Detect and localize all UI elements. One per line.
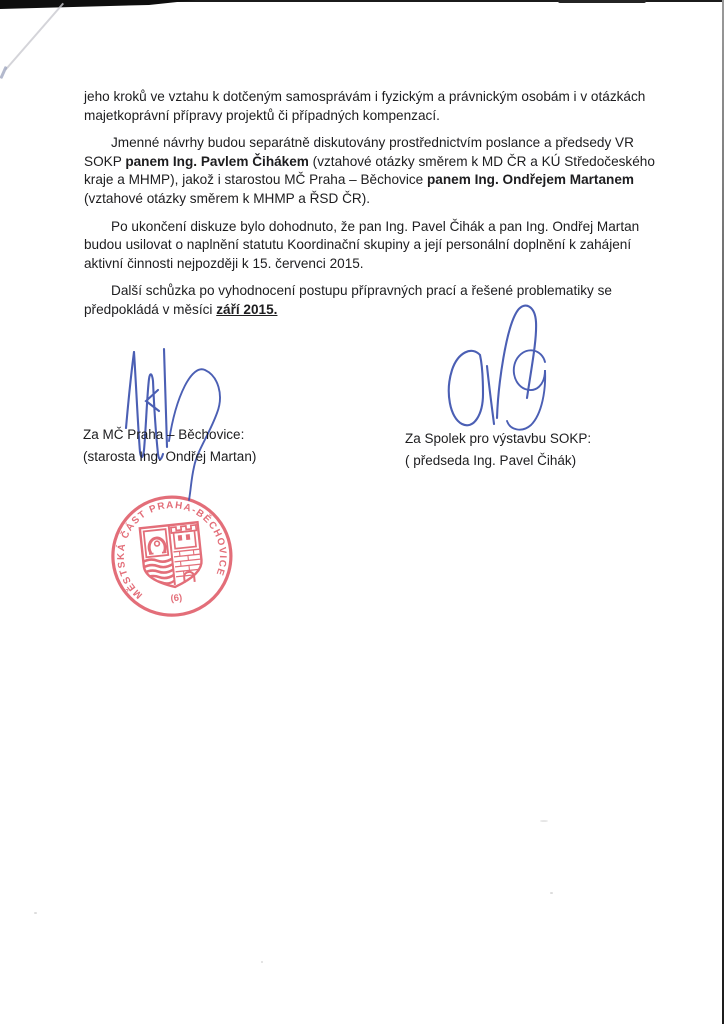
stamp-ring-text: MĚSTSKÁ ČÁST PRAHA-BĚCHOVICE <box>115 500 229 601</box>
paragraph-3-text: Po ukončení diskuze bylo dohodnuto, že pan Ing. Pavel Čihák a pan Ing. Ondřej Martan budou usilovat o naplnění statutu Koordinační skupiny a její personální doplnění k zahájení aktivní činnosti nejpozději k 15. červenci 2015. <box>84 218 640 271</box>
signature-left-person: (starosta Ing. Ondřej Martan) <box>83 448 257 464</box>
scan-speck <box>540 820 548 822</box>
person-name-martan: panem Ing. Ondřejem Martanem <box>427 172 634 188</box>
signature-right-org: Za Spolek pro výstavbu SOKP: <box>405 431 592 446</box>
signature-ink-martan <box>112 333 237 505</box>
scan-corner-wedge <box>0 0 196 9</box>
signature-block-left <box>83 424 256 467</box>
signature-block-right <box>405 428 591 471</box>
signature-ink-cihak <box>430 300 570 445</box>
signature-left-org: Za MČ Praha – Běchovice: <box>83 427 245 442</box>
paragraph-2-text: (vztahové otázky směrem k MD ČR a KÚ Středočeského kraje a MHMP), jakož i starostou MČ Praha – Běchovice <box>84 153 655 188</box>
paragraph-2-text: (vztahové otázky směrem k MHMP a ŘSD ČR). <box>84 190 371 206</box>
paragraph-4-text: Další schůzka po vyhodnocení postupu přípravných prací a řešené problematiky se předpokládá v měsíci <box>84 283 612 317</box>
scan-page-corner-crease <box>5 3 64 70</box>
paragraph-2 <box>84 134 661 208</box>
scan-speck <box>34 912 37 914</box>
person-name-cihak: panem Ing. Pavlem Čihákem <box>125 153 309 169</box>
stamp-wave-stripe <box>143 563 173 570</box>
next-meeting-date: září 2015. <box>216 301 278 317</box>
scan-speck <box>261 961 263 963</box>
scan-edge-top-segment <box>558 0 646 3</box>
municipal-stamp <box>102 486 245 629</box>
stamp-tower-body <box>173 531 196 549</box>
paragraph-2-text: Jmenné návrhy budou separátně diskutovány prostřednictvím poslance a předsedy VR SOKP <box>84 135 634 169</box>
stamp-tower-window <box>186 534 191 540</box>
stamp-wave-stripe <box>142 557 172 564</box>
stamp-number: (6) <box>169 592 183 605</box>
stamp-tower-window <box>178 535 183 541</box>
paragraph-4 <box>84 282 661 319</box>
document-body <box>84 88 661 329</box>
scan-speck <box>550 892 553 894</box>
paragraph-1-text: jeho kroků ve vztahu k dotčeným samosprávám i fyzickým a právnickým osobám i v otázkách majetkoprávní přípravy projektů či případných kompenzací. <box>84 89 646 123</box>
scan-edge-mark <box>0 66 8 79</box>
stamp-bird-icon <box>154 541 159 546</box>
paragraph-1 <box>84 88 661 125</box>
signature-right-person: ( předseda Ing. Pavel Čihák) <box>405 452 577 468</box>
paragraph-3 <box>84 218 661 274</box>
